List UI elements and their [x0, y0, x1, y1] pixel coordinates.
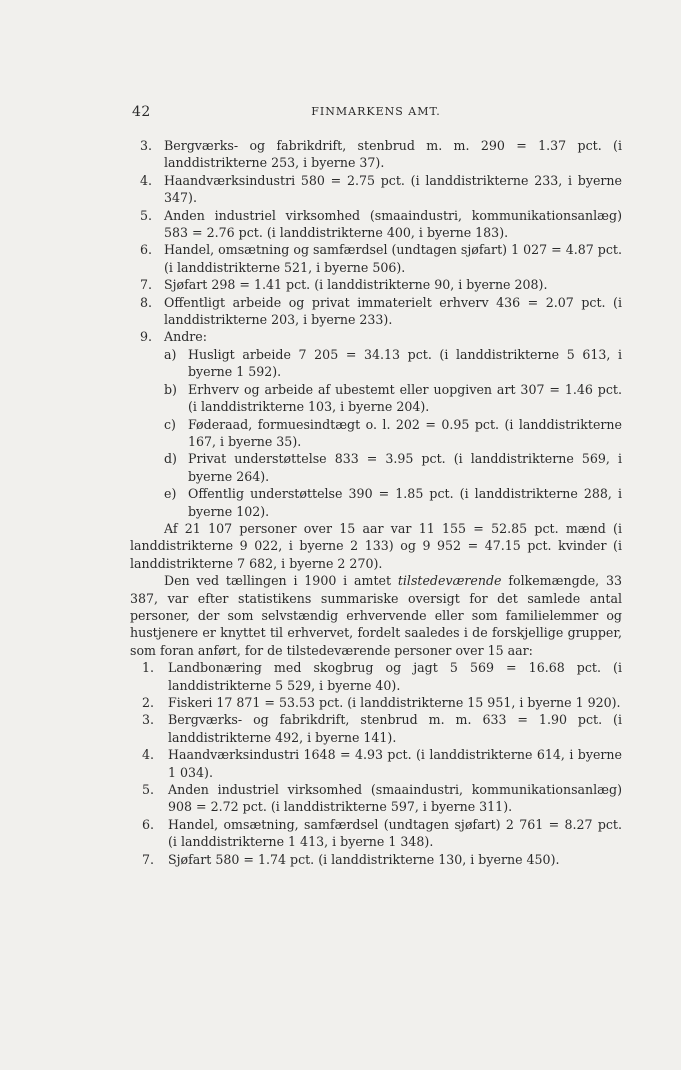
item-text: Andre:	[164, 329, 207, 345]
item-number: 6.	[139, 242, 152, 258]
list-item	[130, 746, 622, 781]
list-item	[130, 711, 622, 746]
item-number: 9.	[139, 329, 152, 345]
item-text: Sjøfart 298 = 1.41 pct. (i landdistrikterne 90, i byerne 208).	[164, 277, 548, 293]
list-item	[130, 137, 622, 172]
paragraph-summary: Af 21 107 personer over 15 aar var 11 155 = 52.85 pct. mænd (i landdistrikterne 9 022, i byerne 2 133) og 9 952 = 47.15 pct. kvinder (i landdistrikterne 7 682, i byerne 2 270).	[130, 520, 622, 571]
list-item	[130, 241, 622, 276]
item-text: Landbonæring med skogbrug og jagt 5 569 = 16.68 pct. (i landdistrikterne 5 529, i byerne 40).	[168, 660, 622, 693]
item-text: Offentligt arbeide og privat immaterielt erhverv 436 = 2.07 pct. (i landdistrikterne 203, i byerne 233).	[164, 294, 622, 328]
item-letter: e)	[164, 486, 177, 502]
list-item	[130, 694, 622, 711]
list-item	[130, 851, 622, 868]
item-text: Bergværks- og fabrikdrift, stenbrud m. m. 633 = 1.90 pct. (i landdistrikterne 492, i byerne 141).	[168, 712, 622, 745]
list-item	[130, 816, 622, 851]
item-number: 2.	[141, 695, 154, 710]
sub-list-item	[130, 381, 622, 416]
item-text: Handel, omsætning, samfærdsel (undtagen sjøfart) 2 761 = 8.27 pct. (i landdistrikterne 1 413, i byerne 1 348).	[168, 816, 622, 850]
item-text: Handel, omsætning og samfærdsel (undtagen sjøfart) 1 027 = 4.87 pct. (i landdistrikterne 521, i byerne 506).	[164, 242, 622, 275]
item-number: 3.	[141, 712, 154, 728]
item-text: Privat understøttelse 833 = 3.95 pct. (i landdistrikterne 569, i byerne 264).	[188, 451, 622, 484]
item-number: 3.	[139, 138, 152, 153]
item-number: 7.	[139, 277, 152, 293]
item-letter: b)	[164, 381, 177, 397]
paragraph-text: folkemængde, 33 387, var efter statistikens summariske oversigt for det samlede antal personer, der som selvstændig erhvervende eller som familielemmer og hustjenere er knyttet til erhvervet, fordelt saaledes i de forskjellige grupper, som foran anført, for de tilstedeværende personer over 15 aar:	[130, 573, 622, 658]
page-number: 42	[132, 104, 151, 120]
sub-list-item	[130, 346, 622, 381]
item-number: 6.	[141, 816, 154, 832]
item-text: Offentlig understøttelse 390 = 1.85 pct. (i landdistrikterne 288, i byerne 102).	[188, 486, 622, 519]
list-item	[130, 659, 622, 694]
item-text: Haandværksindustri 580 = 2.75 pct. (i landdistrikterne 233, i byerne 347).	[164, 172, 622, 206]
list-item	[130, 276, 622, 293]
item-text: Husligt arbeide 7 205 = 34.13 pct. (i landdistrikterne 5 613, i byerne 1 592).	[188, 346, 622, 380]
item-text: Fiskeri 17 871 = 53.53 pct. (i landdistrikterne 15 951, i byerne 1 920).	[168, 695, 621, 710]
list-item	[130, 207, 622, 242]
item-number: 5.	[139, 207, 152, 223]
list-item	[130, 328, 622, 345]
item-text: Haandværksindustri 1648 = 4.93 pct. (i landdistrikterne 614, i byerne 1 034).	[168, 747, 622, 780]
sub-list-item	[130, 416, 622, 451]
paragraph-intro	[130, 572, 622, 659]
item-text: Føderaad, formuesindtægt o. l. 202 = 0.95 pct. (i landdistrikterne 167, i byerne 35).	[188, 416, 622, 449]
item-letter: c)	[164, 416, 176, 432]
item-letter: a)	[164, 346, 177, 362]
body-text	[130, 137, 622, 868]
item-number: 4.	[141, 747, 154, 763]
item-text: Sjøfart 580 = 1.74 pct. (i landdistrikterne 130, i byerne 450).	[168, 851, 560, 867]
item-number: 5.	[141, 782, 154, 798]
item-text: Anden industriel virksomhed (smaaindustri, kommunikationsanlæg) 583 = 2.76 pct. (i landdistrikterne 400, i byerne 183).	[164, 207, 622, 241]
item-text: Erhverv og arbeide af ubestemt eller uopgiven art 307 = 1.46 pct. (i landdistrikterne 103, i byerne 204).	[188, 381, 622, 415]
list-item	[130, 172, 622, 207]
item-number: 4.	[139, 172, 152, 188]
sub-list-item	[130, 485, 622, 520]
item-text: Bergværks- og fabrikdrift, stenbrud m. m. 290 = 1.37 pct. (i landdistrikterne 253, i byerne 37).	[164, 138, 622, 171]
sub-list-item	[130, 450, 622, 485]
item-number: 1.	[141, 660, 154, 676]
running-title: FINMARKENS AMT.	[311, 105, 441, 118]
paragraph-text: Den ved tællingen i 1900 i amtet	[164, 573, 398, 589]
item-number: 8.	[139, 294, 152, 310]
item-text: Anden industriel virksomhed (smaaindustri, kommunikationsanlæg) 908 = 2.72 pct. (i landdistrikterne 597, i byerne 311).	[168, 782, 622, 815]
emphasis-text: tilstedeværende	[397, 573, 502, 589]
list-item	[130, 294, 622, 329]
item-number: 7.	[141, 851, 154, 867]
list-item	[130, 781, 622, 816]
item-letter: d)	[164, 451, 177, 467]
